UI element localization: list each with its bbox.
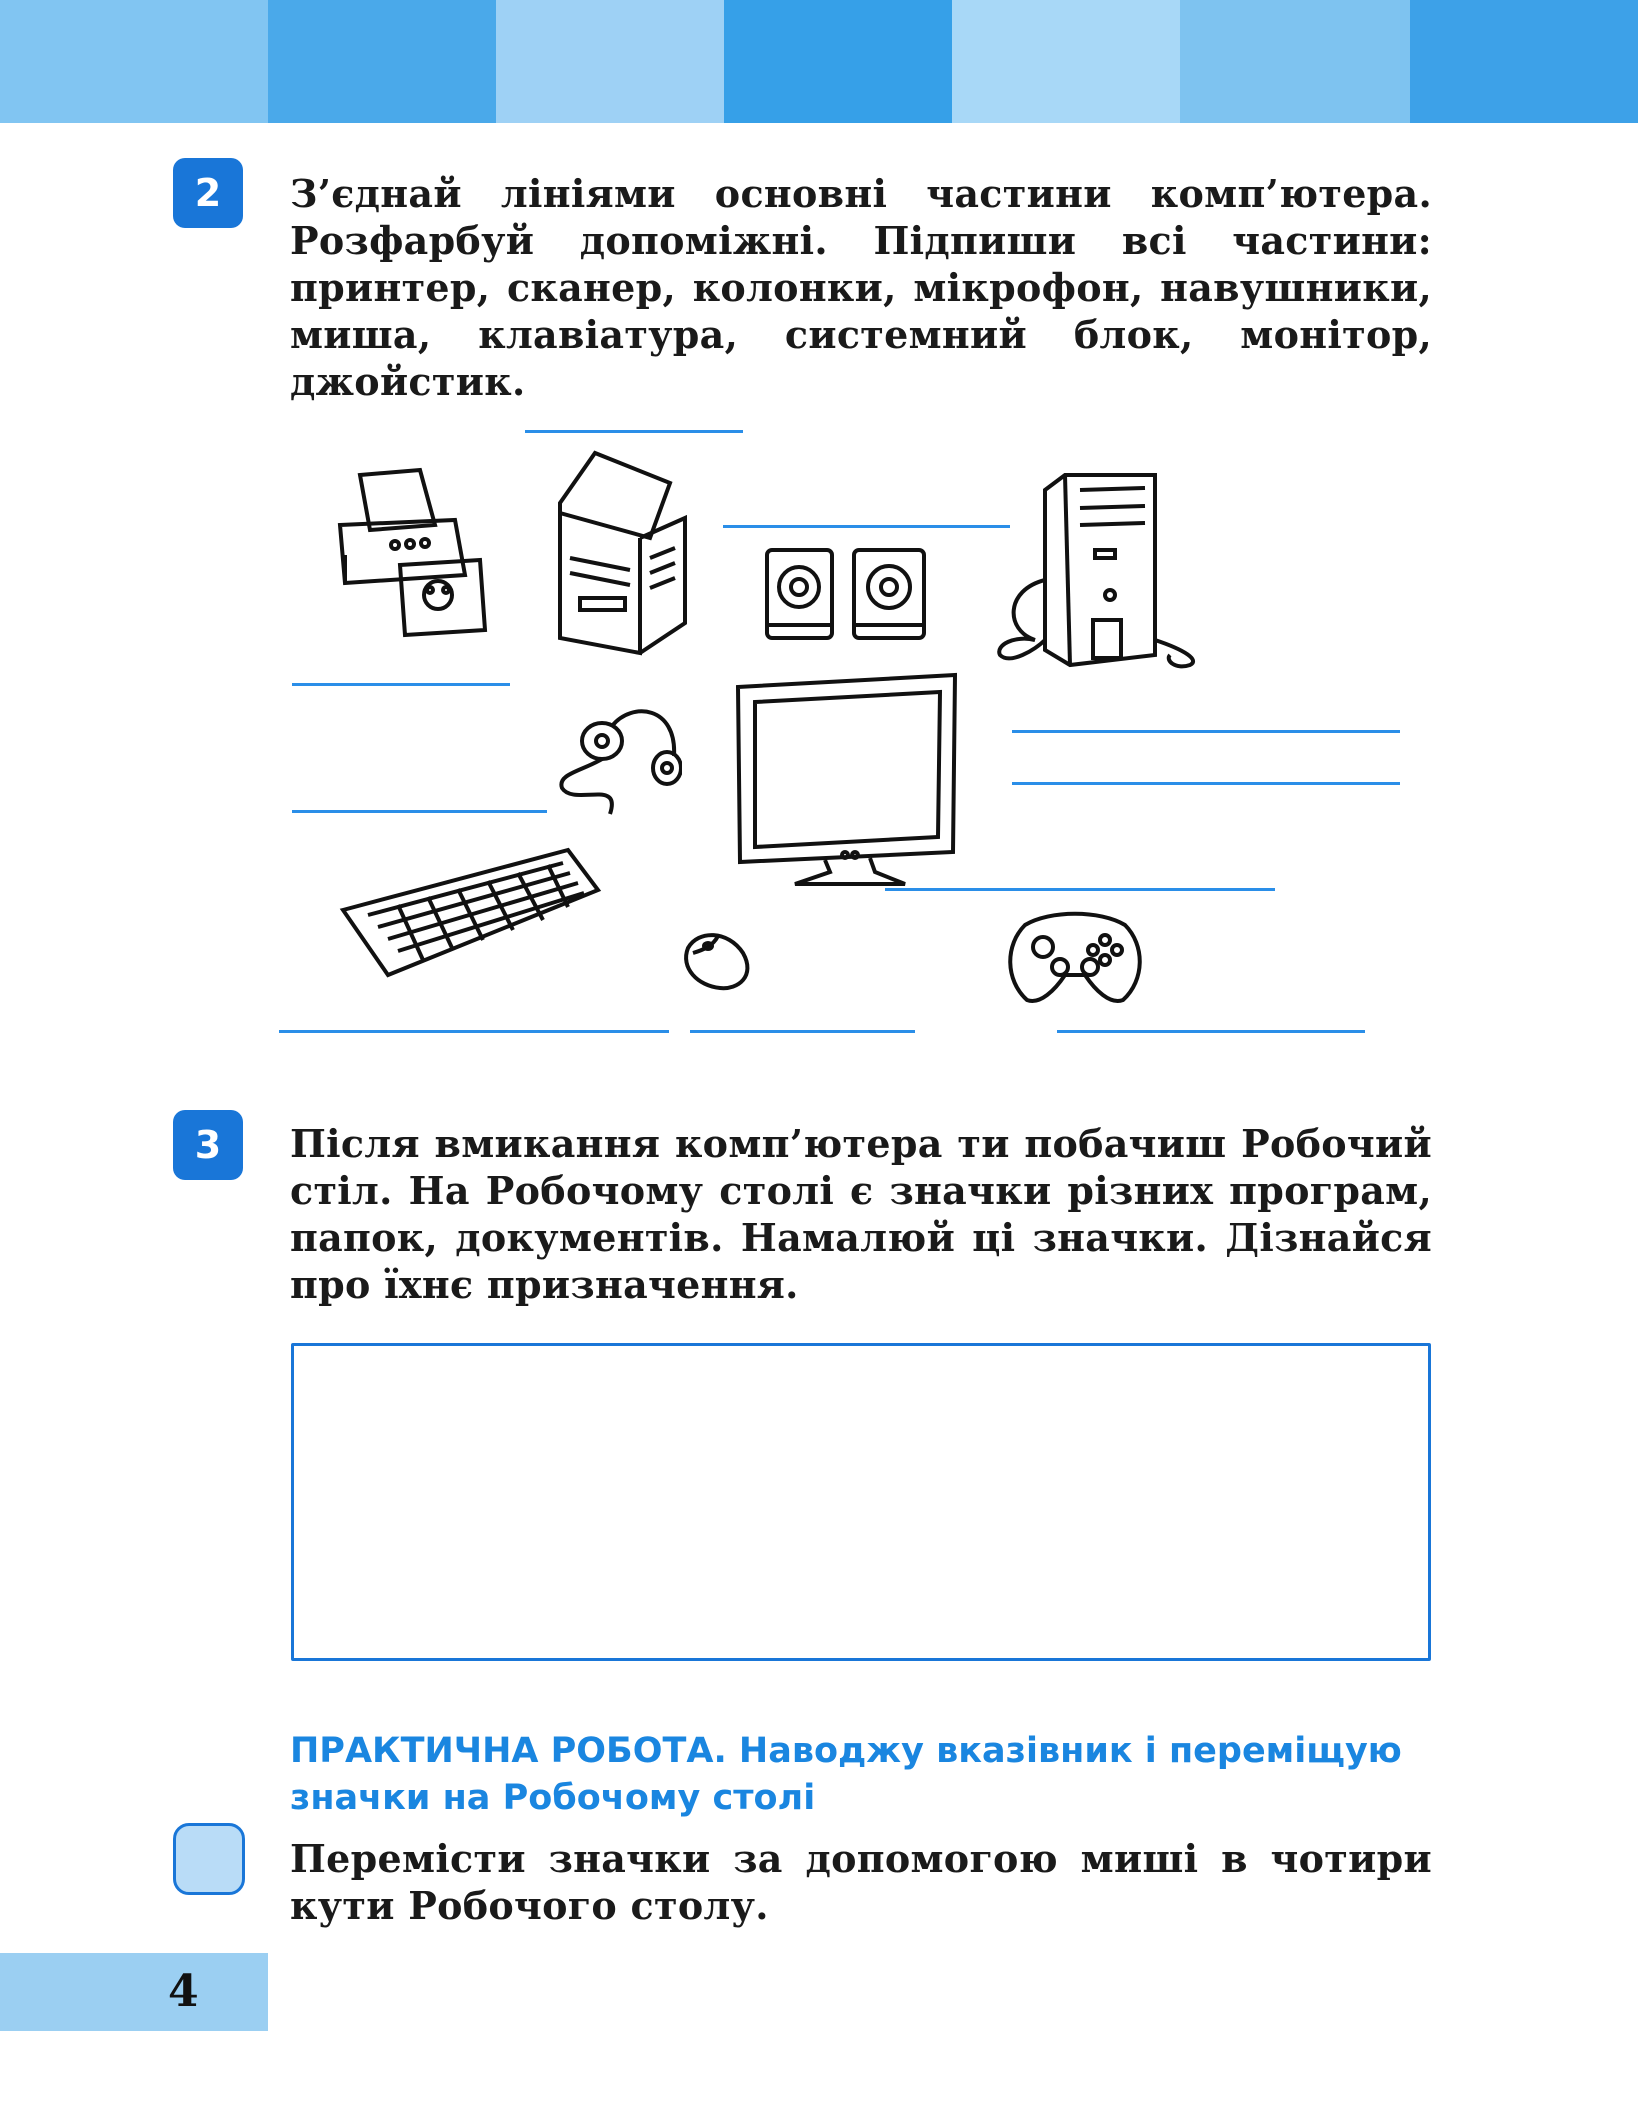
practice-instructions: Перемісти значки за допомогою миші в чотири кути Робочого столу. (290, 1836, 1432, 1928)
answer-line[interactable] (292, 683, 510, 686)
band-segment (724, 0, 952, 123)
answer-line[interactable] (723, 525, 1010, 528)
band-segment (0, 0, 268, 123)
mouse-icon (678, 928, 753, 993)
page-number: 4 (168, 1966, 199, 2017)
band-segment (1410, 0, 1638, 123)
speakers-icon (762, 545, 932, 645)
drawing-area[interactable] (291, 1343, 1431, 1661)
band-segment (268, 0, 496, 123)
system-unit-icon (995, 470, 1200, 670)
keyboard-icon (338, 845, 603, 980)
page-number-background (0, 1953, 268, 2031)
task-2-instructions: З’єднай лініями основні частини комп’ютера. Розфарбуй допоміжні. Підпиши всі частини: принтер, сканер, колонки, мікрофон, навушники, миша, клавіатура, системний блок, монітор, джойстик. (290, 171, 1432, 404)
task-3-number: 3 (173, 1110, 243, 1180)
header-color-band (0, 0, 1638, 123)
task-2-number: 2 (173, 158, 243, 228)
joystick-icon (1005, 905, 1145, 1010)
answer-line[interactable] (279, 1030, 669, 1033)
headphones-icon (552, 696, 682, 816)
task-3-instructions: Після вмикання комп’ютера ти побачиш Робочий стіл. На Робочому столі є значки різних програм, папок, документів. Намалюй ці значки. Дізнайся про їхнє призначення. (290, 1121, 1432, 1307)
band-segment (952, 0, 1180, 123)
answer-line[interactable] (1057, 1030, 1365, 1033)
band-segment (496, 0, 724, 123)
answer-line[interactable] (1012, 730, 1400, 733)
printer-icon (330, 465, 495, 640)
answer-line[interactable] (525, 430, 743, 433)
answer-line[interactable] (690, 1030, 915, 1033)
monitor-icon (735, 672, 957, 894)
practice-checkbox[interactable] (173, 1823, 245, 1895)
scanner-icon (555, 448, 690, 658)
band-segment (1180, 0, 1410, 123)
answer-line[interactable] (1012, 782, 1400, 785)
answer-line[interactable] (885, 888, 1275, 891)
practice-title: ПРАКТИЧНА РОБОТА. Наводжу вказівник і переміщую значки на Робочому столі (290, 1731, 1402, 1818)
answer-line[interactable] (292, 810, 547, 813)
